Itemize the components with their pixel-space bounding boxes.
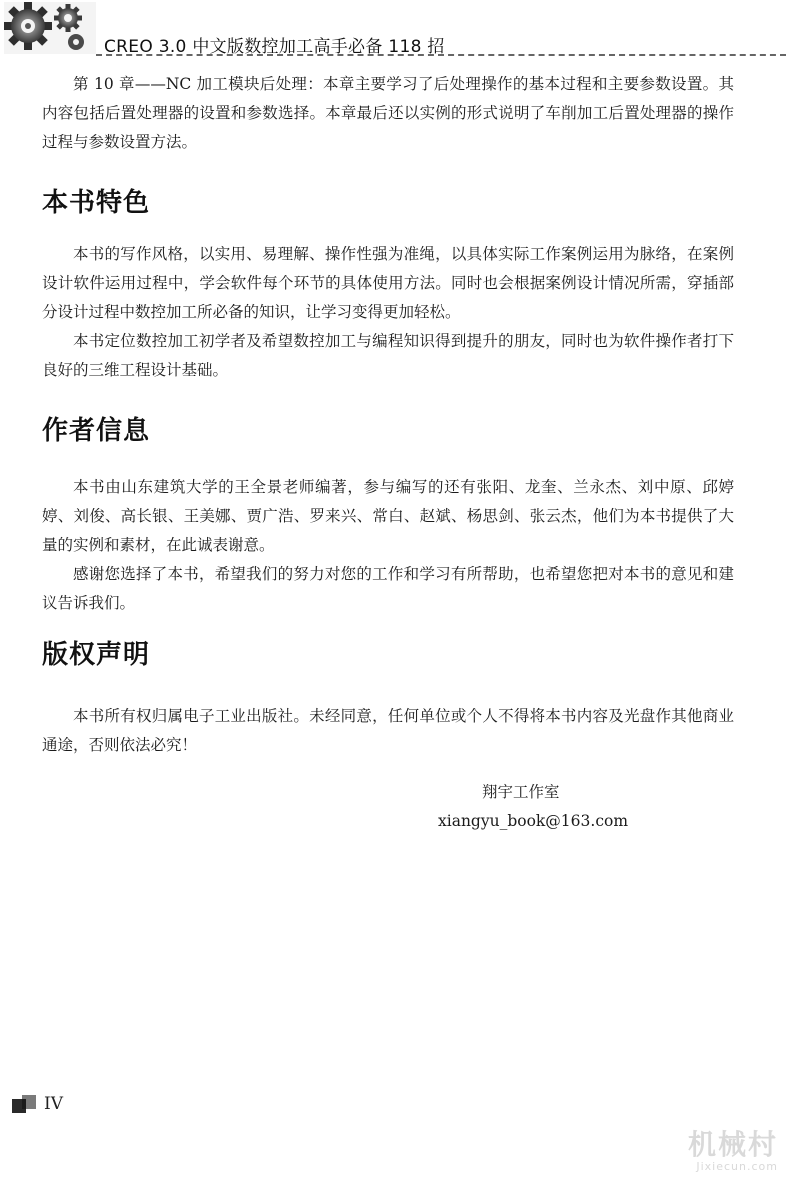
book-title: CREO 3.0 中文版数控加工高手必备 118 招 <box>104 37 445 57</box>
page-number: IV <box>44 1094 63 1114</box>
watermark-main-text: 机械村 <box>687 1128 778 1161</box>
gears-icon <box>4 2 96 54</box>
watermark-url-text: Jixiecun.com <box>696 1160 778 1173</box>
chapter10-paragraph: 第 10 章——NC 加工模块后处理：本章主要学习了后处理操作的基本过程和主要参数设置。其内容包括后置处理器的设置和参数选择。本章最后还以实例的形式说明了车削加工后置处理器的操作过程与参数设置方法。 <box>42 75 734 151</box>
author-paragraph-1: 本书由山东建筑大学的王全景老师编著，参与编写的还有张阳、龙奎、兰永杰、刘中原、邱婷婷、刘俊、高长银、王美娜、贾广浩、罗来兴、常白、赵斌、杨思剑、张云杰，他们为本书提供了大量的实例和素材，在此诚表谢意。 <box>42 478 734 554</box>
header-divider <box>96 54 786 56</box>
section-heading-features: 本书特色 <box>42 188 151 218</box>
features-paragraph-1: 本书的写作风格，以实用、易理解、操作性强为准绳，以具体实际工作案例运用为脉络，在案例设计软件运用过程中，学会软件每个环节的具体使用方法。同时也会根据案例设计情况所需，穿插部分设计过程中数控加工所必备的知识，让学习变得更加轻松。 <box>42 245 734 321</box>
contact-email: xiangyu_book@163.com <box>438 812 629 830</box>
features-paragraph-2: 本书定位数控加工初学者及希望数控加工与编程知识得到提升的朋友，同时也为软件操作者打下良好的三维工程设计基础。 <box>42 332 734 379</box>
author-paragraph-2: 感谢您选择了本书，希望我们的努力对您的工作和学习有所帮助，也希望您把对本书的意见和建议告诉我们。 <box>42 565 734 612</box>
section-heading-copyright: 版权声明 <box>42 640 151 670</box>
copyright-paragraph: 本书所有权归属电子工业出版社。未经同意，任何单位或个人不得将本书内容及光盘作其他商业通途，否则依法必究！ <box>42 707 734 754</box>
studio-signature: 翔宇工作室 <box>482 783 560 801</box>
site-watermark <box>688 1130 778 1174</box>
page-header <box>0 0 792 60</box>
page-corner-icon <box>12 1095 36 1113</box>
section-heading-author: 作者信息 <box>42 416 151 446</box>
